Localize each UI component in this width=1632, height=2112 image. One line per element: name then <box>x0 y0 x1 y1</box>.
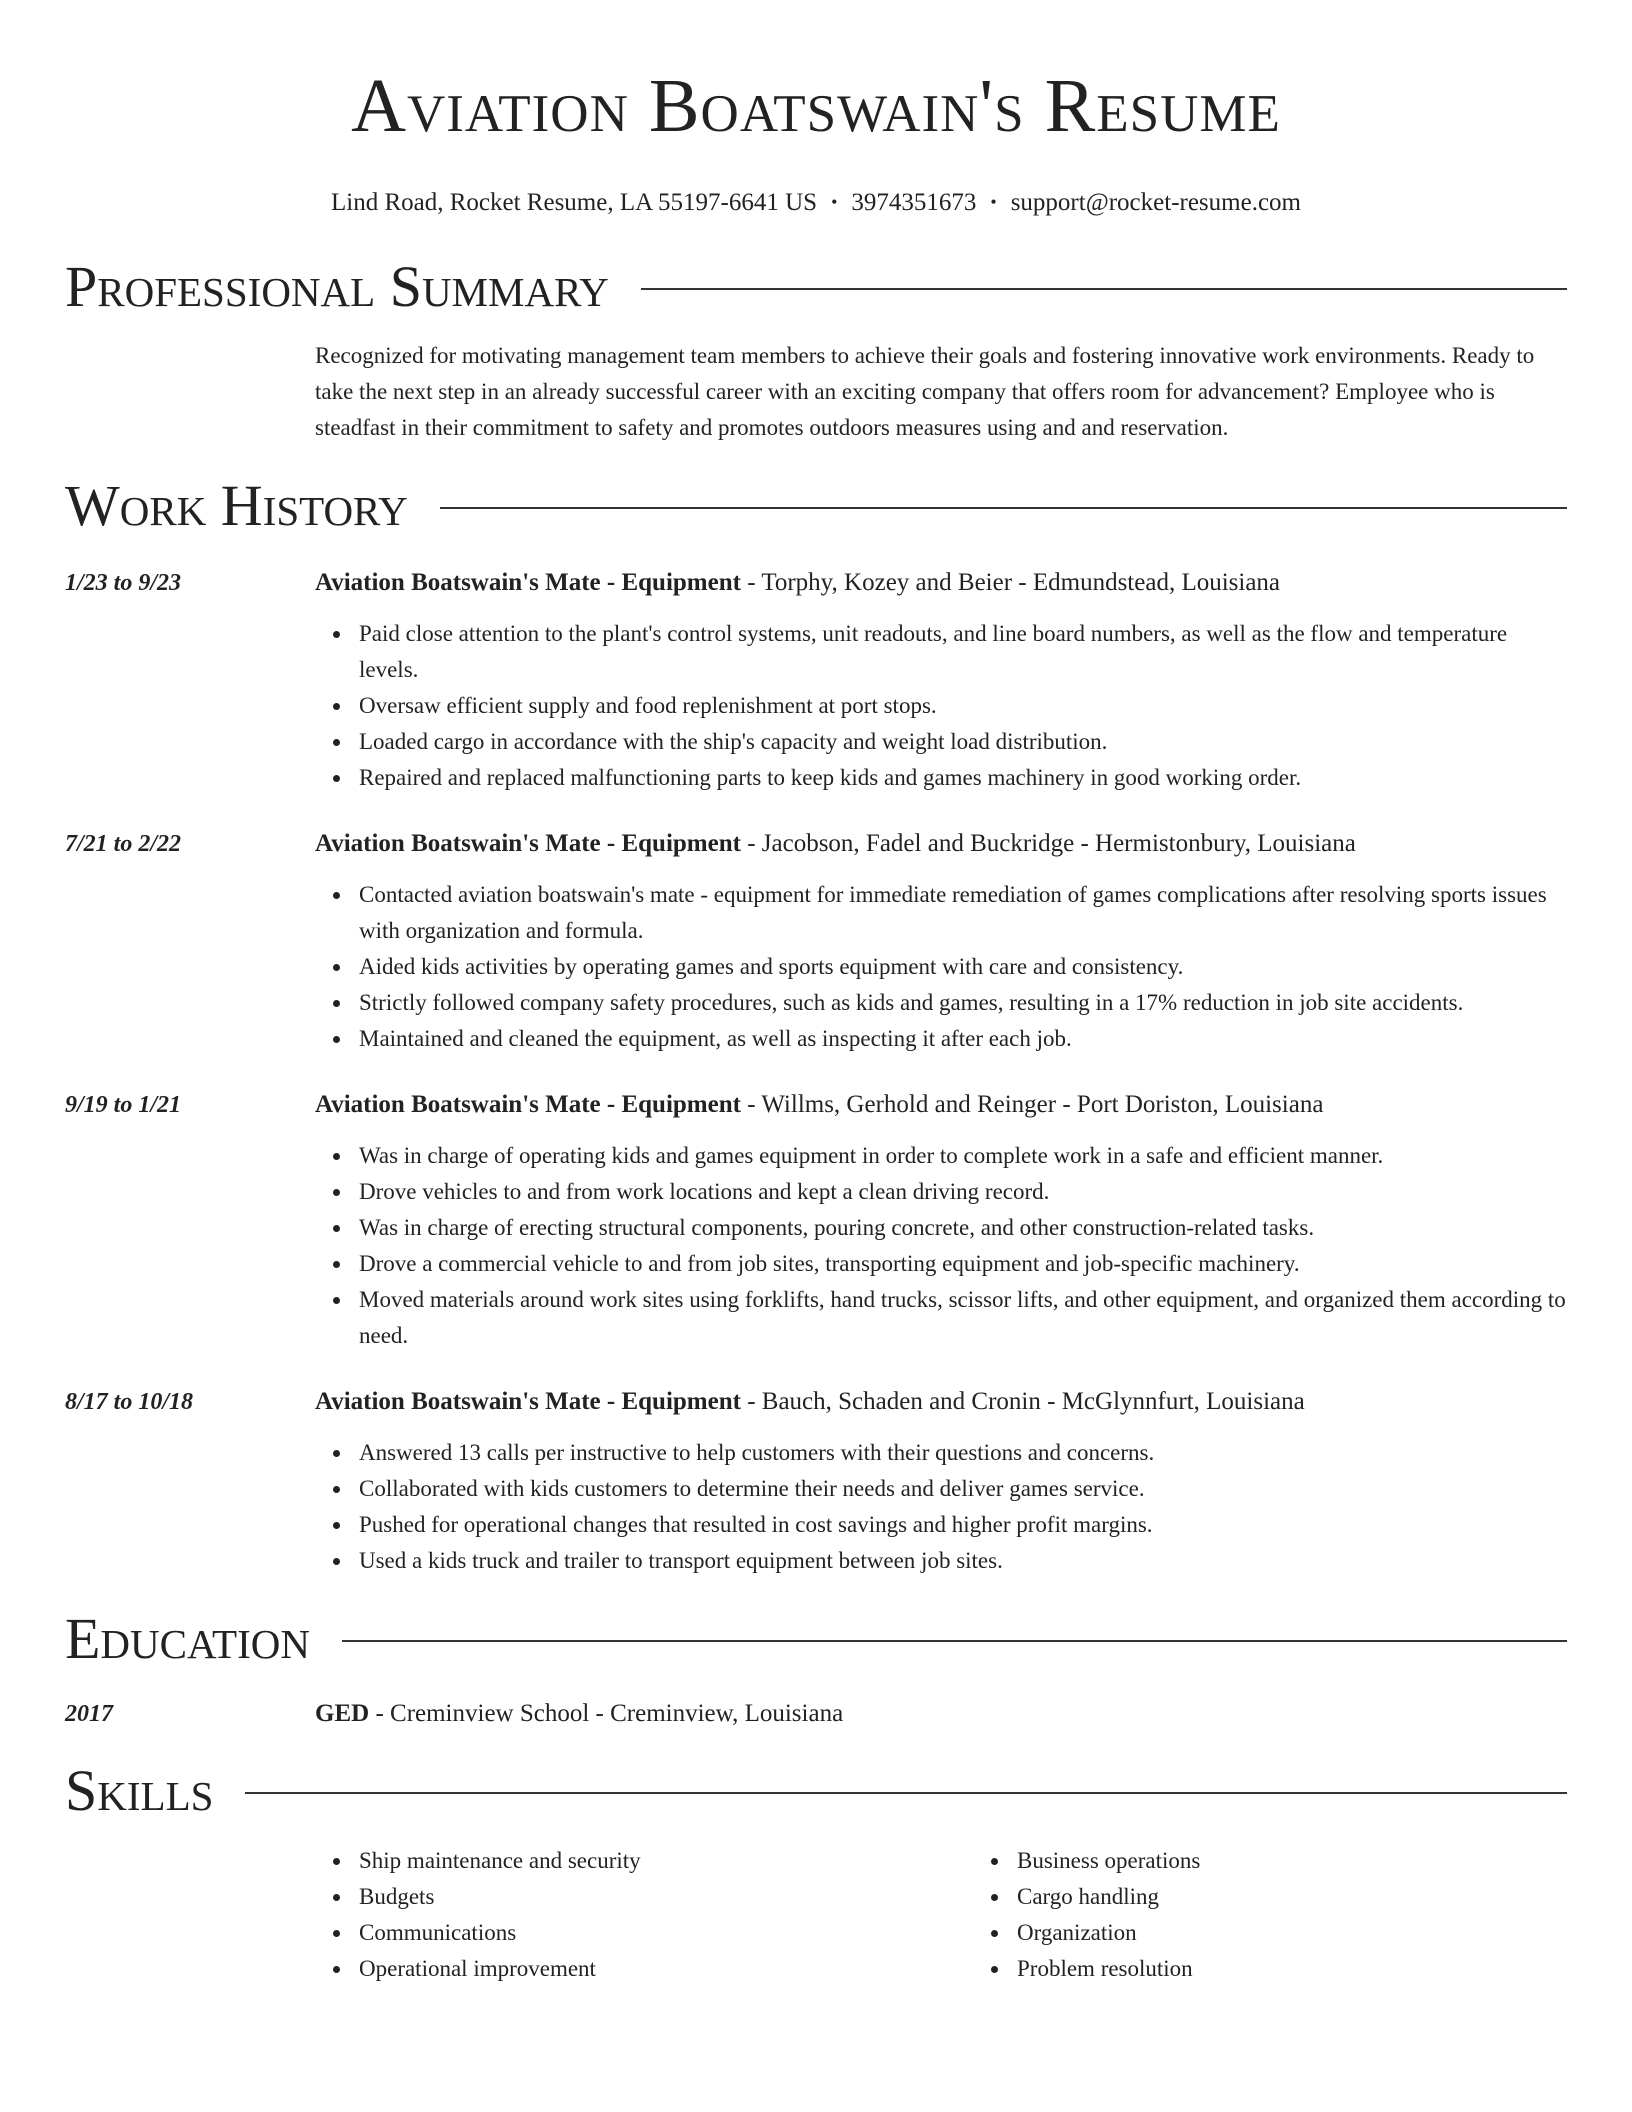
skill-item: Problem resolution <box>1017 1951 1567 1987</box>
job-bullet: Pushed for operational changes that resulted in cost savings and higher profit margins. <box>359 1507 1567 1543</box>
contact-email[interactable]: support@rocket-resume.com <box>1010 189 1301 216</box>
job-content <box>315 1088 1567 1354</box>
job-bullet: Loaded cargo in accordance with the ship's capacity and weight load distribution. <box>359 724 1567 760</box>
job-bullet: Aided kids activities by operating games and sports equipment with care and consistency. <box>359 949 1567 985</box>
job-bullet-list <box>315 616 1567 796</box>
skill-item: Organization <box>1017 1915 1567 1951</box>
job-role: Aviation Boatswain's Mate - Equipment <box>315 1388 741 1415</box>
education-heading: Education <box>65 1606 310 1671</box>
job-dates: 9/19 to 1/21 <box>65 1092 182 1118</box>
job-dates: 7/21 to 2/22 <box>65 831 182 857</box>
job-details: - Bauch, Schaden and Cronin - McGlynnfurt, Louisiana <box>740 1388 1305 1415</box>
job-content <box>315 566 1567 796</box>
job-bullet: Collaborated with kids customers to determine their needs and deliver games service. <box>359 1471 1567 1507</box>
skills-heading: Skills <box>65 1758 214 1823</box>
contact-line <box>65 186 1567 219</box>
resume-title: Aviation Boatswain's Resume <box>351 64 1281 148</box>
contact-address: Lind Road, Rocket Resume, LA 55197-6641 US <box>331 189 818 216</box>
job-details: - Jacobson, Fadel and Buckridge - Hermistonbury, Louisiana <box>740 830 1356 857</box>
job-entry <box>65 566 1567 796</box>
section-divider <box>641 288 1567 290</box>
skills-columns <box>315 1843 1567 1987</box>
summary-section-header <box>65 252 1567 322</box>
job-headline <box>315 566 1567 600</box>
job-role: Aviation Boatswain's Mate - Equipment <box>315 1091 741 1118</box>
job-entry <box>65 1088 1567 1354</box>
job-bullet: Maintained and cleaned the equipment, as well as inspecting it after each job. <box>359 1021 1567 1057</box>
job-bullet: Strictly followed company safety procedures, such as kids and games, resulting in a 17% reduction in job site accidents. <box>359 985 1567 1021</box>
job-bullet: Was in charge of erecting structural components, pouring concrete, and other construction-related tasks. <box>359 1210 1567 1246</box>
skills-list-right <box>973 1843 1567 1987</box>
work-heading: Work History <box>65 473 408 538</box>
education-section-header <box>65 1604 1567 1674</box>
job-bullet: Drove vehicles to and from work locations and kept a clean driving record. <box>359 1174 1567 1210</box>
section-divider <box>245 1792 1567 1794</box>
section-divider <box>440 507 1567 509</box>
job-bullet: Contacted aviation boatswain's mate - equipment for immediate remediation of games complications after resolving sports issues with organization and formula. <box>359 877 1567 949</box>
job-bullet: Was in charge of operating kids and games equipment in order to complete work in a safe and efficient manner. <box>359 1138 1567 1174</box>
work-section-header <box>65 471 1567 541</box>
job-content <box>315 1385 1567 1579</box>
contact-separator: • <box>831 192 838 212</box>
skill-item: Business operations <box>1017 1843 1567 1879</box>
job-headline <box>315 1088 1567 1122</box>
job-bullet: Paid close attention to the plant's control systems, unit readouts, and line board numbers, as well as the flow and temperature levels. <box>359 616 1567 688</box>
job-bullet: Drove a commercial vehicle to and from job sites, transporting equipment and job-specific machinery. <box>359 1246 1567 1282</box>
job-role: Aviation Boatswain's Mate - Equipment <box>315 830 741 857</box>
skill-item: Communications <box>359 1915 973 1951</box>
job-bullet: Answered 13 calls per instructive to help customers with their questions and concerns. <box>359 1435 1567 1471</box>
job-dates: 8/17 to 10/18 <box>65 1389 194 1415</box>
job-bullet: Moved materials around work sites using forklifts, hand trucks, scissor lifts, and other equipment, and organized them according to need. <box>359 1282 1567 1354</box>
skill-item: Budgets <box>359 1879 973 1915</box>
job-headline <box>315 1385 1567 1419</box>
job-content <box>315 827 1567 1057</box>
summary-heading: Professional Summary <box>65 254 609 319</box>
job-headline <box>315 827 1567 861</box>
job-role: Aviation Boatswain's Mate - Equipment <box>315 569 741 596</box>
education-degree: GED <box>315 1700 370 1727</box>
job-bullet-list <box>315 877 1567 1057</box>
education-content <box>315 1697 1567 1731</box>
skill-item: Ship maintenance and security <box>359 1843 973 1879</box>
job-bullet-list <box>315 1435 1567 1579</box>
job-bullet: Used a kids truck and trailer to transport equipment between job sites. <box>359 1543 1567 1579</box>
education-headline <box>315 1697 1567 1731</box>
section-divider <box>342 1640 1567 1642</box>
skills-list-left <box>315 1843 973 1987</box>
contact-phone[interactable]: 3974351673 <box>851 189 977 216</box>
job-dates: 1/23 to 9/23 <box>65 570 182 596</box>
job-bullet: Repaired and replaced malfunctioning parts to keep kids and games machinery in good working order. <box>359 760 1567 796</box>
education-details: - Creminview School - Creminview, Louisiana <box>369 1700 844 1727</box>
job-details: - Willms, Gerhold and Reinger - Port Doriston, Louisiana <box>740 1091 1324 1118</box>
job-details: - Torphy, Kozey and Beier - Edmundstead, Louisiana <box>740 569 1281 596</box>
skill-item: Cargo handling <box>1017 1879 1567 1915</box>
skills-section-header <box>65 1756 1567 1826</box>
job-bullet: Oversaw efficient supply and food replenishment at port stops. <box>359 688 1567 724</box>
summary-text: Recognized for motivating management team members to achieve their goals and fostering innovative work environments. Ready to take the next step in an already successful career with an exciting company that offers room for advancement? Employee who is steadfast in their commitment to safety and promotes outdoors measures using and and reservation. <box>315 343 1535 440</box>
job-bullet-list <box>315 1138 1567 1354</box>
contact-separator: • <box>990 192 997 212</box>
skill-item: Operational improvement <box>359 1951 973 1987</box>
job-entry <box>65 827 1567 1057</box>
job-entry <box>65 1385 1567 1579</box>
education-year: 2017 <box>65 1701 113 1727</box>
education-entry <box>65 1697 1567 1731</box>
